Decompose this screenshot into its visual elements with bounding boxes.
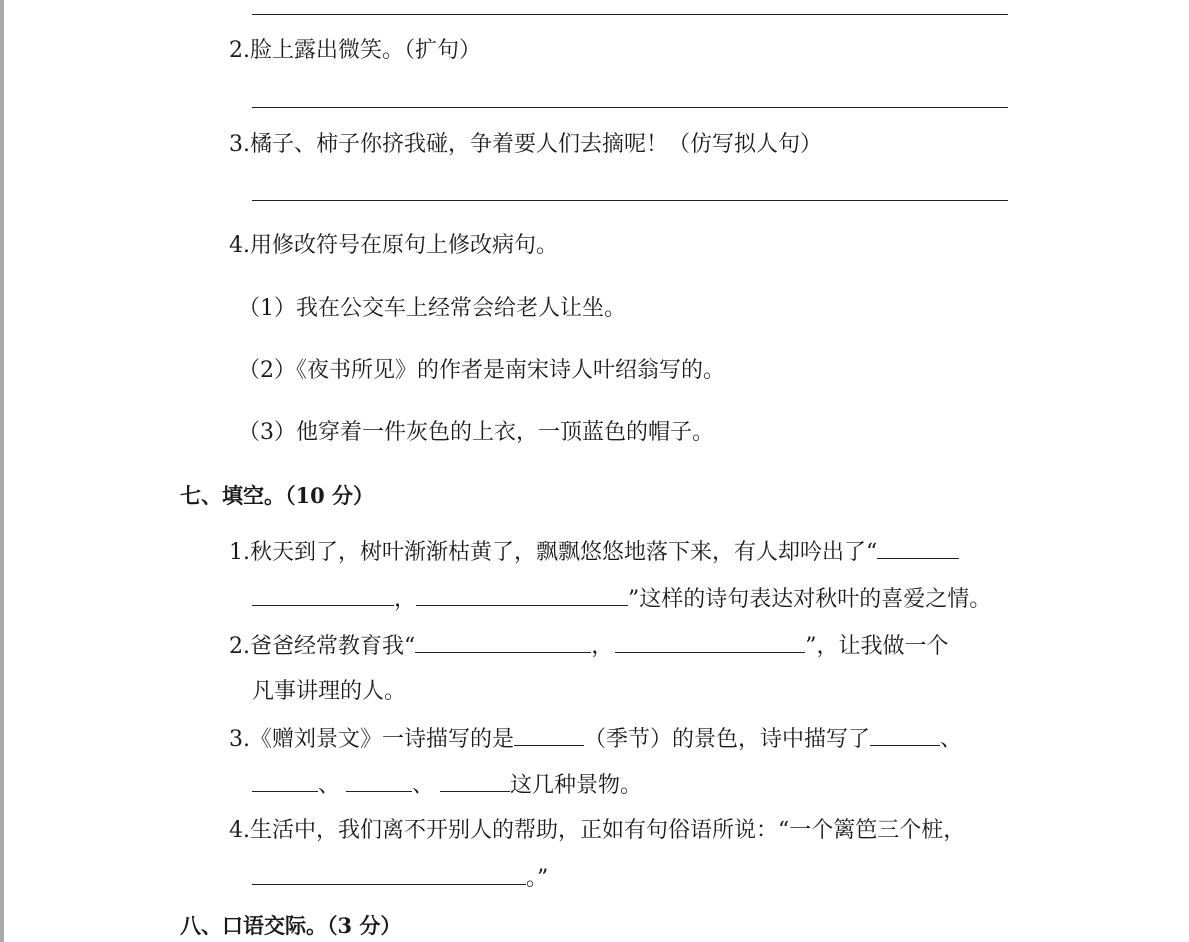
question-personification: 3.橘子、柿子你挤我碰，争着要人们去摘呢！（仿写拟人句）: [229, 132, 822, 157]
answer-blank[interactable]: [415, 634, 591, 653]
answer-blank[interactable]: [416, 587, 628, 606]
answer-blank[interactable]: [615, 634, 805, 653]
punctuation-separator: 、: [940, 727, 963, 752]
answer-blank[interactable]: [877, 540, 959, 559]
punctuation-separator: 、: [318, 773, 341, 798]
answer-line[interactable]: [252, 107, 1008, 108]
fill-question-3-line2: [252, 773, 642, 797]
punctuation-comma: ，: [591, 634, 614, 659]
question-correct-sentences: 4.用修改符号在原句上修改病句。: [229, 233, 558, 258]
fill-question-4-end: 。”: [526, 866, 549, 891]
fill-question-1-text: 1.秋天到了，树叶渐渐枯黄了，飘飘悠悠地落下来，有人却吟出了“: [229, 540, 878, 565]
answer-blank[interactable]: [346, 773, 412, 792]
page-left-border: [0, 0, 4, 942]
sentence-to-correct-3: （3）他穿着一件灰色的上衣，一顶蓝色的帽子。: [238, 420, 714, 445]
answer-blank[interactable]: [252, 866, 526, 885]
punctuation-separator: 、: [412, 773, 435, 798]
question-expand-sentence: 2.脸上露出微笑。（扩句）: [229, 38, 481, 63]
fill-question-4-line1: 4.生活中，我们离不开别人的帮助，正如有句俗语所说：“一个篱笆三个桩，: [229, 818, 966, 843]
fill-question-2-line1: [229, 634, 949, 658]
fill-question-1-line1: [229, 540, 959, 564]
section-heading-oral-communication: 八、口语交际。（3 分）: [180, 913, 402, 938]
section-heading-fill-in: 七、填空。（10 分）: [180, 483, 375, 508]
sentence-to-correct-1: （1）我在公交车上经常会给老人让坐。: [238, 296, 626, 321]
answer-blank[interactable]: [252, 587, 394, 606]
fill-question-3-text: 3.《赠刘景文》一诗描写的是: [229, 727, 514, 752]
fill-question-2-end: ”，让我做一个: [805, 634, 949, 659]
answer-line[interactable]: [252, 200, 1008, 201]
answer-blank[interactable]: [440, 773, 510, 792]
answer-blank[interactable]: [870, 727, 940, 746]
answer-line[interactable]: [252, 14, 1008, 15]
fill-question-1-end: ”这样的诗句表达对秋叶的喜爱之情。: [628, 587, 992, 612]
sentence-to-correct-2: （2）《夜书所见》的作者是南宋诗人叶绍翁写的。: [238, 358, 725, 383]
fill-question-3-season: （季节）的景色，诗中描写了: [584, 727, 871, 752]
fill-question-2-line2: 凡事讲理的人。: [252, 679, 407, 704]
answer-blank[interactable]: [252, 773, 318, 792]
fill-question-3-end: 这几种景物。: [510, 773, 643, 798]
fill-question-4-line2: [252, 866, 548, 890]
fill-question-1-line2: [252, 587, 991, 611]
answer-blank[interactable]: [514, 727, 584, 746]
punctuation-comma: ，: [394, 587, 417, 612]
fill-question-3-line1: [229, 727, 962, 751]
fill-question-2-text: 2.爸爸经常教育我“: [229, 634, 416, 659]
